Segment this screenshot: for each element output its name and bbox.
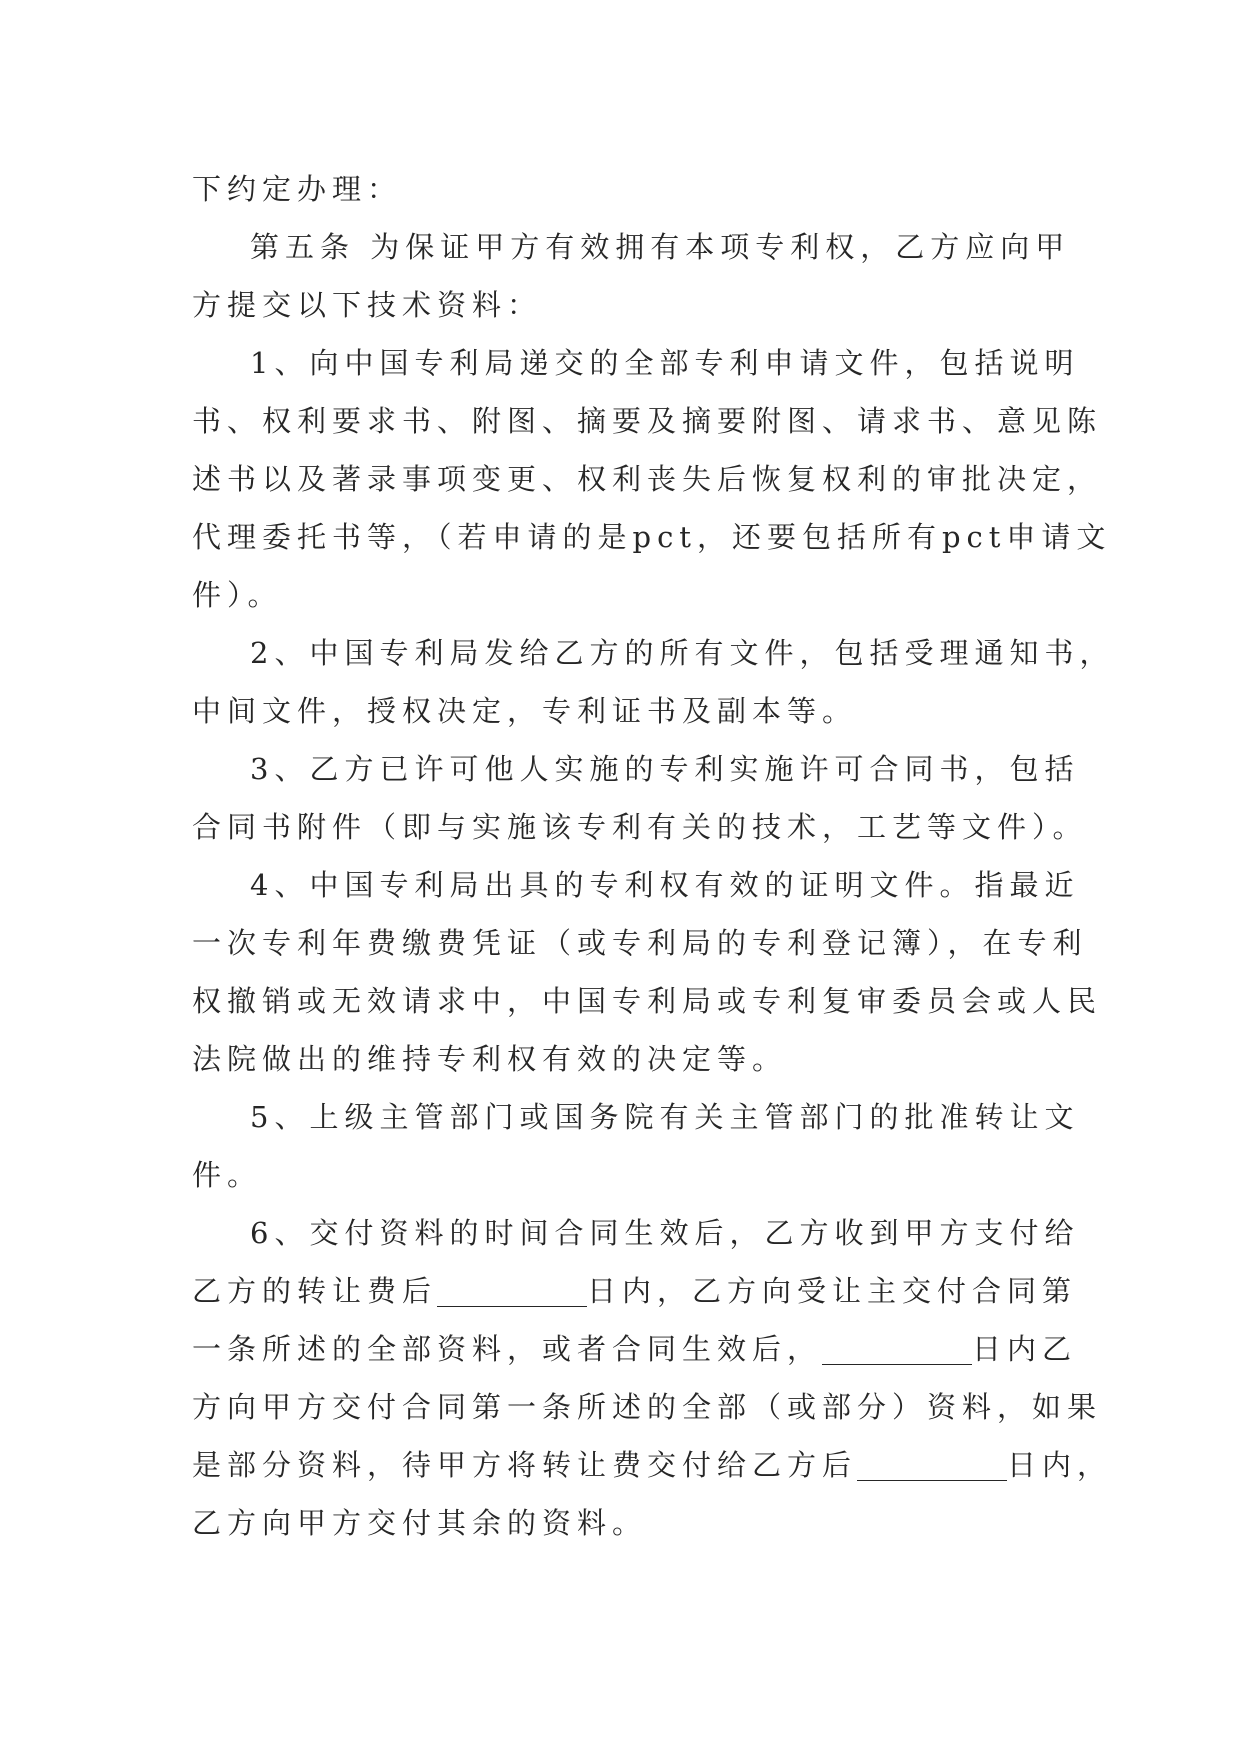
fill-in-blank[interactable]	[437, 1275, 587, 1307]
list-item-2-line: 2、中国专利局发给乙方的所有文件，包括受理通知书，	[250, 636, 1115, 670]
list-item-1-line: 1、向中国专利局递交的全部专利申请文件，包括说明	[250, 346, 1080, 380]
article-5-heading-line: 第五条 为保证甲方有效拥有本项专利权，乙方应向甲	[250, 230, 1071, 264]
paragraph-line: 合同书附件（即与实施该专利有关的技术，工艺等文件）。	[192, 810, 1088, 844]
fill-in-blank[interactable]	[822, 1333, 972, 1365]
list-item-3-line: 3、乙方已许可他人实施的专利实施许可合同书，包括	[250, 752, 1080, 786]
paragraph-line: 权撤销或无效请求中，中国专利局或专利复审委员会或人民	[192, 984, 1103, 1018]
paragraph-line: 述书以及著录事项变更、权利丧失后恢复权利的审批决定，	[192, 462, 1103, 496]
line-text-before-blank: 一条所述的全部资料，或者合同生效后，	[192, 1332, 823, 1366]
paragraph-line: 方提交以下技术资料：	[192, 288, 543, 322]
paragraph-line: 下约定办理：	[192, 172, 403, 206]
paragraph-line: 一次专利年费缴费凭证（或专利局的专利登记簿），在专利	[192, 926, 1088, 960]
paragraph-line-with-blank	[192, 1320, 1078, 1378]
paragraph-line-with-blank	[192, 1262, 1078, 1320]
line-text-before-blank: 是部分资料，待甲方将转让费交付给乙方后	[192, 1448, 858, 1482]
paragraph-line-with-blank	[192, 1436, 1113, 1494]
paragraph-line: 书、权利要求书、附图、摘要及摘要附图、请求书、意见陈	[192, 404, 1103, 438]
fill-in-blank[interactable]	[857, 1449, 1007, 1481]
paragraph-line: 中间文件，授权决定，专利证书及副本等。	[192, 694, 858, 728]
paragraph-line: 方向甲方交付合同第一条所述的全部（或部分）资料，如果	[192, 1390, 1103, 1424]
paragraph-line: 法院做出的维持专利权有效的决定等。	[192, 1042, 788, 1076]
line-text-after-blank: 日内，乙方向受让主交付合同第	[587, 1274, 1078, 1308]
list-item-4-line: 4、中国专利局出具的专利权有效的证明文件。指最近	[250, 868, 1080, 902]
paragraph-line: 代理委托书等，（若申请的是pct，还要包括所有pct申请文	[192, 520, 1112, 554]
list-item-5-line: 5、上级主管部门或国务院有关主管部门的批准转让文	[250, 1100, 1080, 1134]
line-text-before-blank: 乙方的转让费后	[192, 1274, 438, 1308]
contract-body	[192, 160, 1115, 1552]
line-text-after-blank: 日内乙	[972, 1332, 1078, 1366]
list-item-6-line: 6、交付资料的时间合同生效后，乙方收到甲方支付给	[250, 1216, 1080, 1250]
line-text-after-blank: 日内，	[1007, 1448, 1113, 1482]
paragraph-line: 乙方向甲方交付其余的资料。	[192, 1506, 648, 1540]
paragraph-line: 件）。	[192, 578, 283, 612]
paragraph-line: 件。	[192, 1158, 263, 1192]
